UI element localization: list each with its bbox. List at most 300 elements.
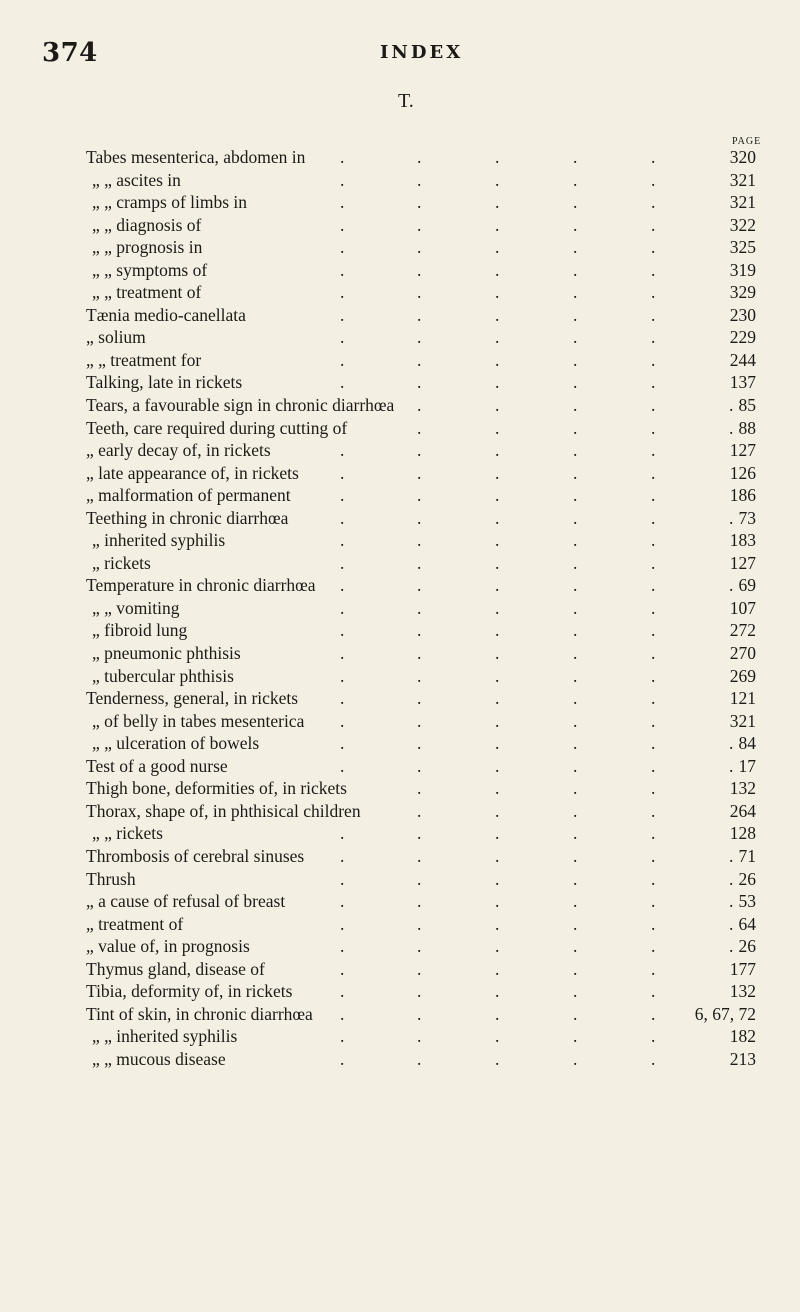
index-entry — [86, 552, 756, 575]
leader-dot: . — [651, 507, 656, 528]
leader-dot: . — [651, 395, 656, 416]
entry-text: „ „ vomiting — [92, 597, 180, 618]
index-entry — [86, 394, 756, 417]
entry-page-ref: 26 — [738, 868, 756, 889]
entry-text: „ „ inherited syphilis — [92, 1026, 238, 1047]
leader-dot: . — [651, 958, 656, 979]
leader-dot: . — [573, 936, 578, 957]
entry-page-ref: 6, 67, 72 — [694, 1003, 756, 1024]
leader-dot: . — [573, 552, 578, 573]
leader-dot: . — [573, 733, 578, 754]
leader-dot: . — [340, 620, 345, 641]
index-entry — [86, 732, 756, 755]
entry-page-ref: 69 — [738, 575, 756, 596]
entry-text: „ „ diagnosis of — [92, 214, 202, 235]
leader-dot: . — [495, 1026, 500, 1047]
entry-text: „ a cause of refusal of breast — [86, 891, 286, 912]
entry-text: „ value of, in prognosis — [86, 936, 250, 957]
leader-dot: . — [495, 192, 500, 213]
entry-text: „ „ prognosis in — [92, 237, 203, 258]
leader-dot: . — [651, 282, 656, 303]
leader-dot: . — [651, 440, 656, 461]
entry-page-ref: 213 — [729, 1048, 756, 1069]
entry-page-ref: 229 — [729, 327, 756, 348]
leader-dot: . — [495, 981, 500, 1002]
index-entry — [86, 529, 756, 552]
leader-dot: . — [651, 778, 656, 799]
leader-dot: . — [573, 688, 578, 709]
leader-dot: . — [573, 800, 578, 821]
leader-dot: . — [651, 349, 656, 370]
leader-dot: . — [573, 575, 578, 596]
leader-dot: . — [729, 845, 734, 866]
entry-text: „ tubercular phthisis — [92, 665, 234, 686]
leader-dot: . — [417, 710, 422, 731]
leader-dot: . — [495, 597, 500, 618]
entry-page-ref: 264 — [729, 800, 756, 821]
leader-dot: . — [417, 755, 422, 776]
index-entry — [86, 958, 756, 981]
leader-dot: . — [340, 665, 345, 686]
leader-dot: . — [573, 327, 578, 348]
index-entry — [86, 371, 756, 394]
section-letter: T. — [398, 90, 414, 112]
leader-dot: . — [573, 462, 578, 483]
leader-dot: . — [495, 1003, 500, 1024]
leader-dot: . — [495, 575, 500, 596]
entry-page-ref: 319 — [729, 259, 756, 280]
leader-dot: . — [495, 485, 500, 506]
leader-dot: . — [495, 733, 500, 754]
leader-dot: . — [495, 282, 500, 303]
entry-page-ref: 322 — [729, 214, 756, 235]
leader-dot: . — [729, 868, 734, 889]
leader-dot: . — [573, 169, 578, 190]
leader-dot: . — [340, 349, 345, 370]
leader-dot: . — [573, 823, 578, 844]
leader-dot: . — [651, 981, 656, 1002]
leader-dot: . — [340, 891, 345, 912]
leader-dot: . — [417, 214, 422, 235]
entry-page-ref: 132 — [729, 981, 756, 1002]
entry-page-ref: 320 — [729, 147, 756, 167]
index-entry — [86, 755, 756, 778]
entry-text: Tears, a favourable sign in chronic diarrhœa — [86, 395, 395, 416]
index-entry — [86, 191, 756, 214]
entry-page-ref: 270 — [729, 643, 756, 664]
leader-dot: . — [495, 823, 500, 844]
index-entry — [86, 687, 756, 710]
leader-dot: . — [340, 688, 345, 709]
index-entry — [86, 146, 756, 169]
entry-text: „ „ cramps of limbs in — [92, 192, 248, 213]
entry-text: „ „ treatment for — [86, 349, 202, 370]
leader-dot: . — [651, 1026, 656, 1047]
leader-dot: . — [340, 710, 345, 731]
leader-dot: . — [417, 327, 422, 348]
entry-page-ref: 85 — [738, 395, 756, 416]
index-entry — [86, 619, 756, 642]
entry-page-ref: 329 — [729, 282, 756, 303]
entry-text: „ inherited syphilis — [92, 530, 226, 551]
leader-dot: . — [417, 1026, 422, 1047]
leader-dot: . — [651, 259, 656, 280]
leader-dot: . — [573, 755, 578, 776]
index-entry — [86, 349, 756, 372]
leader-dot: . — [417, 733, 422, 754]
leader-dot: . — [340, 530, 345, 551]
leader-dot: . — [729, 936, 734, 957]
leader-dot: . — [495, 237, 500, 258]
leader-dot: . — [495, 304, 500, 325]
leader-dot: . — [651, 891, 656, 912]
entry-page-ref: 321 — [729, 710, 756, 731]
index-entry — [86, 169, 756, 192]
index-entry — [86, 462, 756, 485]
leader-dot: . — [417, 823, 422, 844]
leader-dot: . — [729, 395, 734, 416]
leader-dot: . — [573, 259, 578, 280]
leader-dot: . — [495, 395, 500, 416]
index-entry — [86, 1003, 756, 1026]
leader-dot: . — [340, 981, 345, 1002]
entry-text: „ fibroid lung — [92, 620, 188, 641]
leader-dot: . — [495, 755, 500, 776]
entry-text: Tibia, deformity of, in rickets — [86, 981, 293, 1002]
leader-dot: . — [651, 192, 656, 213]
page-number: 374 — [42, 38, 98, 68]
leader-dot: . — [340, 1003, 345, 1024]
entry-text: „ „ mucous disease — [92, 1048, 226, 1069]
entry-page-ref: 244 — [729, 349, 756, 370]
leader-dot: . — [495, 913, 500, 934]
index-entry — [86, 1048, 756, 1071]
leader-dot: . — [340, 237, 345, 258]
entry-page-ref: 269 — [729, 665, 756, 686]
leader-dot: . — [340, 259, 345, 280]
leader-dot: . — [573, 891, 578, 912]
leader-dot: . — [495, 868, 500, 889]
entry-text: Thrombosis of cerebral sinuses — [86, 845, 305, 866]
leader-dot: . — [651, 530, 656, 551]
leader-dot: . — [340, 147, 345, 167]
leader-dot: . — [417, 981, 422, 1002]
leader-dot: . — [651, 936, 656, 957]
index-entry — [86, 214, 756, 237]
leader-dot: . — [417, 349, 422, 370]
entry-page-ref: 186 — [729, 485, 756, 506]
leader-dot: . — [495, 147, 500, 167]
leader-dot: . — [417, 891, 422, 912]
leader-dot: . — [651, 665, 656, 686]
leader-dot: . — [495, 958, 500, 979]
leader-dot: . — [340, 597, 345, 618]
index-entry — [86, 1025, 756, 1048]
leader-dot: . — [417, 237, 422, 258]
leader-dot: . — [495, 259, 500, 280]
leader-dot: . — [573, 349, 578, 370]
entry-page-ref: 325 — [729, 237, 756, 258]
leader-dot: . — [495, 891, 500, 912]
leader-dot: . — [417, 530, 422, 551]
leader-dot: . — [651, 485, 656, 506]
leader-dot: . — [651, 913, 656, 934]
leader-dot: . — [573, 372, 578, 393]
leader-dot: . — [573, 304, 578, 325]
leader-dot: . — [729, 755, 734, 776]
entry-text: Tenderness, general, in rickets — [86, 688, 299, 709]
leader-dot: . — [417, 575, 422, 596]
entry-page-ref: 26 — [738, 936, 756, 957]
leader-dot: . — [417, 417, 422, 438]
index-entry — [86, 935, 756, 958]
leader-dot: . — [495, 800, 500, 821]
entry-page-ref: 137 — [729, 372, 756, 393]
entry-text: Talking, late in rickets — [86, 372, 243, 393]
leader-dot: . — [417, 485, 422, 506]
leader-dot: . — [651, 710, 656, 731]
leader-dot: . — [573, 868, 578, 889]
entry-text: „ treatment of — [86, 913, 184, 934]
entry-page-ref: 321 — [729, 169, 756, 190]
entry-text: Tint of skin, in chronic diarrhœa — [86, 1003, 313, 1024]
leader-dot: . — [495, 688, 500, 709]
leader-dot: . — [495, 440, 500, 461]
leader-dot: . — [573, 395, 578, 416]
entry-page-ref: 121 — [729, 688, 756, 709]
leader-dot: . — [417, 372, 422, 393]
leader-dot: . — [417, 192, 422, 213]
leader-dot: . — [495, 710, 500, 731]
index-entry — [86, 913, 756, 936]
leader-dot: . — [573, 981, 578, 1002]
entry-text: Teeth, care required during cutting of — [86, 417, 348, 438]
entry-page-ref: 126 — [729, 462, 756, 483]
entry-page-ref: 272 — [729, 620, 756, 641]
leader-dot: . — [573, 214, 578, 235]
leader-dot: . — [417, 868, 422, 889]
leader-dot: . — [340, 282, 345, 303]
leader-dot: . — [573, 282, 578, 303]
entry-text: „ „ ulceration of bowels — [92, 733, 260, 754]
leader-dot: . — [651, 800, 656, 821]
leader-dot: . — [573, 192, 578, 213]
running-head: INDEX — [380, 42, 464, 63]
leader-dot: . — [573, 620, 578, 641]
leader-dot: . — [340, 936, 345, 957]
entry-text: Thymus gland, disease of — [86, 958, 265, 979]
leader-dot: . — [651, 169, 656, 190]
leader-dot: . — [495, 643, 500, 664]
leader-dot: . — [651, 327, 656, 348]
leader-dot: . — [651, 620, 656, 641]
page-column-label: PAGE — [732, 136, 762, 147]
entry-page-ref: 107 — [729, 597, 756, 618]
entry-text: Test of a good nurse — [86, 755, 228, 776]
entry-page-ref: 17 — [738, 755, 756, 776]
leader-dot: . — [340, 192, 345, 213]
index-entry — [86, 665, 756, 688]
leader-dot: . — [495, 372, 500, 393]
index-entry — [86, 304, 756, 327]
leader-dot: . — [729, 913, 734, 934]
leader-dot: . — [573, 958, 578, 979]
entry-text: „ „ rickets — [92, 823, 163, 844]
leader-dot: . — [340, 845, 345, 866]
entry-text: „ late appearance of, in rickets — [86, 462, 299, 483]
index-entry — [86, 597, 756, 620]
index-entry — [86, 980, 756, 1003]
leader-dot: . — [651, 147, 656, 167]
entry-page-ref: 53 — [738, 891, 756, 912]
leader-dot: . — [340, 575, 345, 596]
index-entry — [86, 800, 756, 823]
leader-dot: . — [573, 1048, 578, 1069]
leader-dot: . — [340, 755, 345, 776]
entry-text: Teething in chronic diarrhœa — [86, 507, 289, 528]
leader-dot: . — [573, 147, 578, 167]
entry-text: Tabes mesenterica, abdomen in — [86, 147, 306, 167]
entry-text: „ malformation of permanent — [86, 485, 291, 506]
leader-dot: . — [340, 214, 345, 235]
index-entry — [86, 439, 756, 462]
leader-dot: . — [651, 868, 656, 889]
leader-dot: . — [417, 665, 422, 686]
leader-dot: . — [417, 395, 422, 416]
leader-dot: . — [573, 417, 578, 438]
leader-dot: . — [495, 214, 500, 235]
leader-dot: . — [651, 237, 656, 258]
entry-page-ref: 71 — [738, 845, 756, 866]
leader-dot: . — [573, 778, 578, 799]
leader-dot: . — [573, 913, 578, 934]
leader-dot: . — [573, 710, 578, 731]
entry-page-ref: 177 — [729, 958, 756, 979]
leader-dot: . — [495, 665, 500, 686]
leader-dot: . — [417, 643, 422, 664]
leader-dot: . — [495, 552, 500, 573]
leader-dot: . — [495, 462, 500, 483]
leader-dot: . — [340, 1026, 345, 1047]
leader-dot: . — [495, 349, 500, 370]
entry-page-ref: 127 — [729, 552, 756, 573]
index-entry — [86, 777, 756, 800]
leader-dot: . — [651, 552, 656, 573]
entry-page-ref: 230 — [729, 304, 756, 325]
index-entry — [86, 710, 756, 733]
leader-dot: . — [495, 620, 500, 641]
entry-text: „ „ ascites in — [92, 169, 181, 190]
leader-dot: . — [340, 507, 345, 528]
index-entry — [86, 507, 756, 530]
index-entry — [86, 236, 756, 259]
leader-dot: . — [340, 958, 345, 979]
leader-dot: . — [729, 891, 734, 912]
entry-text: „ of belly in tabes mesenterica — [92, 710, 305, 731]
leader-dot: . — [729, 733, 734, 754]
leader-dot: . — [573, 1026, 578, 1047]
index-entry — [86, 259, 756, 282]
leader-dot: . — [729, 507, 734, 528]
leader-dot: . — [417, 597, 422, 618]
leader-dot: . — [573, 485, 578, 506]
index-entry — [86, 281, 756, 304]
leader-dot: . — [651, 304, 656, 325]
leader-dot: . — [417, 169, 422, 190]
index-entry — [86, 326, 756, 349]
leader-dot: . — [417, 462, 422, 483]
leader-dot: . — [651, 575, 656, 596]
leader-dot: . — [651, 1003, 656, 1024]
index-entry — [86, 845, 756, 868]
leader-dot: . — [340, 372, 345, 393]
leader-dot: . — [417, 913, 422, 934]
entry-text: Thorax, shape of, in phthisical children — [86, 800, 361, 821]
leader-dot: . — [340, 913, 345, 934]
leader-dot: . — [495, 530, 500, 551]
index-entry — [86, 417, 756, 440]
index-entries — [86, 146, 756, 1070]
leader-dot: . — [417, 800, 422, 821]
leader-dot: . — [729, 417, 734, 438]
entry-page-ref: 182 — [729, 1026, 756, 1047]
leader-dot: . — [340, 304, 345, 325]
entry-text: Thigh bone, deformities of, in rickets — [86, 778, 347, 799]
leader-dot: . — [340, 327, 345, 348]
entry-page-ref: 128 — [729, 823, 756, 844]
leader-dot: . — [495, 507, 500, 528]
entry-page-ref: 183 — [729, 530, 756, 551]
leader-dot: . — [573, 665, 578, 686]
entry-page-ref: 127 — [729, 440, 756, 461]
leader-dot: . — [417, 552, 422, 573]
leader-dot: . — [651, 462, 656, 483]
leader-dot: . — [417, 620, 422, 641]
leader-dot: . — [417, 688, 422, 709]
leader-dot: . — [417, 147, 422, 167]
leader-dot: . — [340, 868, 345, 889]
leader-dot: . — [417, 958, 422, 979]
entry-page-ref: 64 — [738, 913, 756, 934]
leader-dot: . — [495, 1048, 500, 1069]
entry-text: „ solium — [86, 327, 146, 348]
leader-dot: . — [340, 552, 345, 573]
leader-dot: . — [495, 778, 500, 799]
index-entry — [86, 822, 756, 845]
leader-dot: . — [340, 733, 345, 754]
leader-dot: . — [573, 597, 578, 618]
leader-dot: . — [651, 755, 656, 776]
leader-dot: . — [340, 169, 345, 190]
leader-dot: . — [651, 845, 656, 866]
leader-dot: . — [573, 1003, 578, 1024]
entry-text: Tænia medio-canellata — [86, 304, 246, 325]
leader-dot: . — [573, 530, 578, 551]
entry-page-ref: 88 — [738, 417, 756, 438]
entry-page-ref: 321 — [729, 192, 756, 213]
entry-page-ref: 84 — [738, 733, 756, 754]
leader-dot: . — [417, 507, 422, 528]
leader-dot: . — [417, 1003, 422, 1024]
leader-dot: . — [729, 575, 734, 596]
leader-dot: . — [573, 845, 578, 866]
leader-dot: . — [651, 823, 656, 844]
index-entry — [86, 642, 756, 665]
leader-dot: . — [417, 936, 422, 957]
entry-text: „ pneumonic phthisis — [92, 643, 241, 664]
entry-text: „ „ symptoms of — [92, 259, 208, 280]
entry-text: „ early decay of, in rickets — [86, 440, 271, 461]
